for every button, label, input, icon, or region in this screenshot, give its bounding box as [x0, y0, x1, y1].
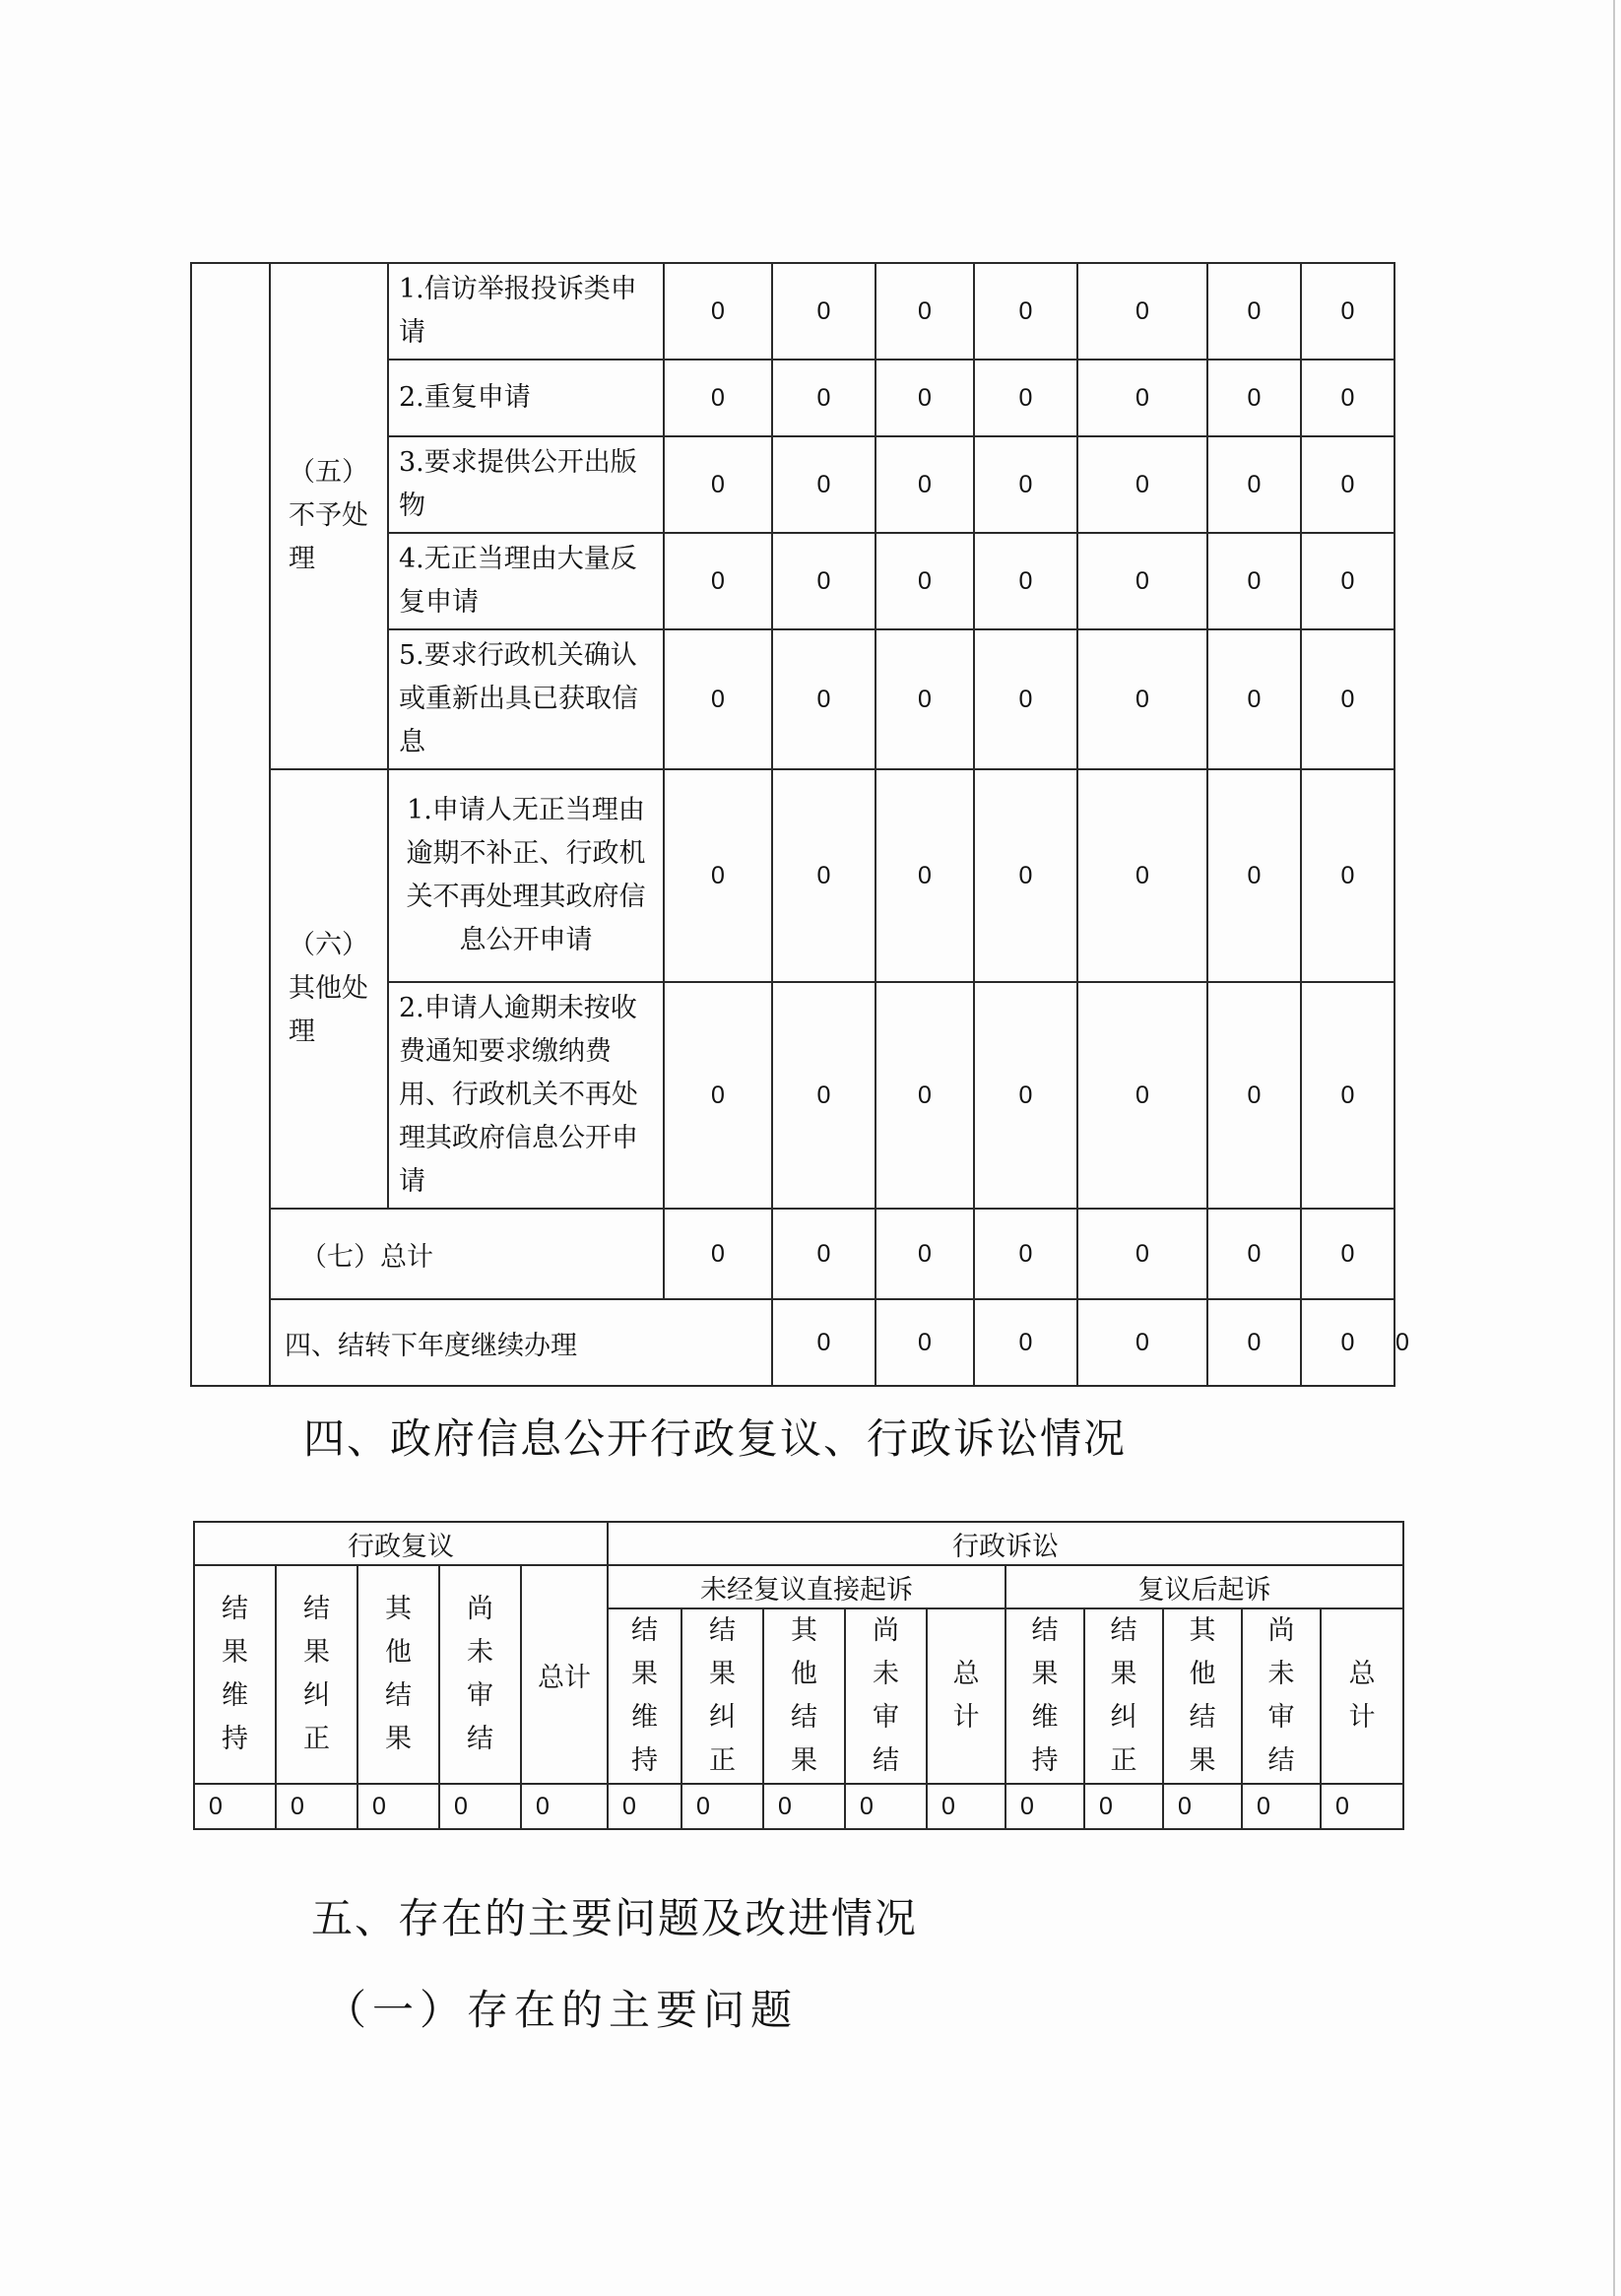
cell-value: 0 — [1301, 263, 1394, 360]
group-6-label: （六）其他处理 — [270, 769, 388, 1209]
cell-value: 0 — [1301, 1209, 1394, 1299]
section-column — [191, 263, 270, 1386]
row-label: 2.申请人逾期未按收费通知要求缴纳费用、行政机关不再处理其政府信息公开申请 — [388, 982, 664, 1209]
direct-col-1: 结果纠正 — [681, 1608, 763, 1784]
after-col-3: 尚未审结 — [1242, 1608, 1321, 1784]
cell-value: 0 — [772, 1209, 875, 1299]
cell-value: 0 — [1207, 982, 1301, 1209]
review-col-2: 其他结果 — [357, 1565, 439, 1784]
direct-col-total: 总计 — [927, 1608, 1005, 1784]
cell-value: 0 — [1207, 360, 1301, 436]
cell-value: 0 — [1005, 1784, 1084, 1829]
table-row — [194, 1784, 1403, 1829]
review-litigation-table — [193, 1521, 1404, 1830]
cell-value: 0 — [875, 982, 974, 1209]
cell-value: 0 — [664, 263, 772, 360]
table-row: 四、结转下年度继续办理 0 0 0 0 0 0 0 — [191, 1299, 1394, 1386]
cell-value: 0 — [875, 1209, 974, 1299]
cell-value: 0 — [875, 769, 974, 982]
cell-value: 0 — [974, 1299, 1077, 1386]
cell-value: 0 — [1077, 769, 1207, 982]
cell-value: 0 — [1077, 360, 1207, 436]
cell-value: 0 — [875, 1299, 974, 1386]
cell-value: 0 — [1207, 1299, 1301, 1386]
cell-value: 0 — [772, 769, 875, 982]
review-col-total: 总计 — [521, 1565, 608, 1784]
cell-value: 0 — [772, 629, 875, 769]
cell-value: 0 — [875, 436, 974, 533]
row-label: 2.重复申请 — [388, 360, 664, 436]
cell-value: 0 — [664, 629, 772, 769]
cell-value: 0 — [974, 263, 1077, 360]
cell-value: 0 — [1301, 629, 1394, 769]
cell-value: 0 — [772, 360, 875, 436]
total-label: （七）总计 — [270, 1209, 664, 1299]
table-row — [194, 1522, 1403, 1565]
cell-value: 0 — [1301, 1299, 1394, 1386]
table-row — [194, 1565, 1403, 1608]
cell-value: 0 — [1207, 533, 1301, 629]
cell-value: 0 — [1207, 436, 1301, 533]
cell-value: 0 — [1207, 1209, 1301, 1299]
review-col-3: 尚未审结 — [439, 1565, 521, 1784]
row-label: 3.要求提供公开出版物 — [388, 436, 664, 533]
cell-value: 0 — [772, 1299, 875, 1386]
cell-value: 0 — [772, 533, 875, 629]
cell-value: 0 — [974, 1209, 1077, 1299]
cell-value: 0 — [1207, 769, 1301, 982]
cell-value: 0 — [357, 1784, 439, 1829]
direct-col-0: 结果维持 — [608, 1608, 681, 1784]
carryover-label: 四、结转下年度继续办理 — [270, 1299, 772, 1386]
page-edge — [1613, 0, 1615, 2296]
cell-value: 0 — [1077, 982, 1207, 1209]
direct-litigation-header: 未经复议直接起诉 — [608, 1565, 1005, 1608]
cell-value: 0 — [974, 629, 1077, 769]
cell-value: 0 — [974, 360, 1077, 436]
cell-value: 0 — [772, 436, 875, 533]
cell-value: 0 — [1084, 1784, 1163, 1829]
cell-value: 0 — [875, 263, 974, 360]
group-5-label: （五）不予处理 — [270, 263, 388, 769]
cell-value: 0 — [521, 1784, 608, 1829]
cell-value: 0 — [194, 1784, 276, 1829]
review-col-1: 结果纠正 — [276, 1565, 357, 1784]
table-row — [191, 769, 1394, 982]
cell-value: 0 — [1077, 1209, 1207, 1299]
cell-value: 0 — [664, 982, 772, 1209]
cell-value: 0 — [1301, 360, 1394, 436]
cell-value: 0 — [875, 533, 974, 629]
row-label: 1.信访举报投诉类申请 — [388, 263, 664, 360]
cell-value: 0 — [927, 1784, 1005, 1829]
cell-value: 0 — [1301, 982, 1394, 1209]
after-col-2: 其他结果 — [1163, 1608, 1242, 1784]
cell-value: 0 — [1301, 533, 1394, 629]
row-label: 5.要求行政机关确认或重新出具已获取信息 — [388, 629, 664, 769]
cell-value: 0 — [1207, 629, 1301, 769]
direct-col-2: 其他结果 — [763, 1608, 845, 1784]
review-header: 行政复议 — [194, 1522, 608, 1565]
cell-value: 0 — [664, 769, 772, 982]
cell-value: 0 — [1077, 533, 1207, 629]
cell-value: 0 — [276, 1784, 357, 1829]
cell-value: 0 — [1242, 1784, 1321, 1829]
cell-value: 0 — [439, 1784, 521, 1829]
after-col-1: 结果纠正 — [1084, 1608, 1163, 1784]
cell-value: 0 — [664, 533, 772, 629]
after-review-header: 复议后起诉 — [1005, 1565, 1403, 1608]
section-5-subheading: （一）存在的主要问题 — [325, 1986, 799, 2034]
cell-value: 0 — [664, 1209, 772, 1299]
cell-value: 0 — [1077, 436, 1207, 533]
cell-value: 0 — [772, 982, 875, 1209]
direct-col-3: 尚未审结 — [845, 1608, 927, 1784]
cell-value: 0 — [664, 360, 772, 436]
litigation-header: 行政诉讼 — [608, 1522, 1403, 1565]
cell-value: 0 — [763, 1784, 845, 1829]
cell-value: 0 — [664, 436, 772, 533]
table-row — [191, 1209, 1394, 1299]
disposal-table — [190, 262, 1409, 1387]
cell-value: 0 — [1163, 1784, 1242, 1829]
cell-value: 0 — [608, 1784, 681, 1829]
cell-value: 0 — [1301, 769, 1394, 982]
cell-value: 0 — [1077, 263, 1207, 360]
cell-value: 0 — [875, 360, 974, 436]
review-col-0: 结果维持 — [194, 1565, 276, 1784]
cell-value: 0 — [1207, 263, 1301, 360]
after-col-total: 总计 — [1321, 1608, 1403, 1784]
row-label: 4.无正当理由大量反复申请 — [388, 533, 664, 629]
cell-value: 0 — [974, 982, 1077, 1209]
after-col-0: 结果维持 — [1005, 1608, 1084, 1784]
cell-value: 0 — [845, 1784, 927, 1829]
cell-value: 0 — [772, 263, 875, 360]
cell-value: 0 — [681, 1784, 763, 1829]
cell-value: 0 — [1321, 1784, 1403, 1829]
cell-value: 0 — [974, 533, 1077, 629]
cell-value: 0 — [974, 769, 1077, 982]
cell-value: 0 — [875, 629, 974, 769]
cell-value: 0 — [1301, 436, 1394, 533]
table-row — [191, 263, 1394, 360]
cell-value: 0 — [1077, 1299, 1207, 1386]
row-label: 1.申请人无正当理由逾期不补正、行政机关不再处理其政府信息公开申请 — [388, 769, 664, 982]
cell-value: 0 — [1077, 629, 1207, 769]
cell-value: 0 — [974, 436, 1077, 533]
section-4-heading: 四、政府信息公开行政复议、行政诉讼情况 — [303, 1414, 1128, 1463]
section-5-heading: 五、存在的主要问题及改进情况 — [311, 1894, 919, 1942]
